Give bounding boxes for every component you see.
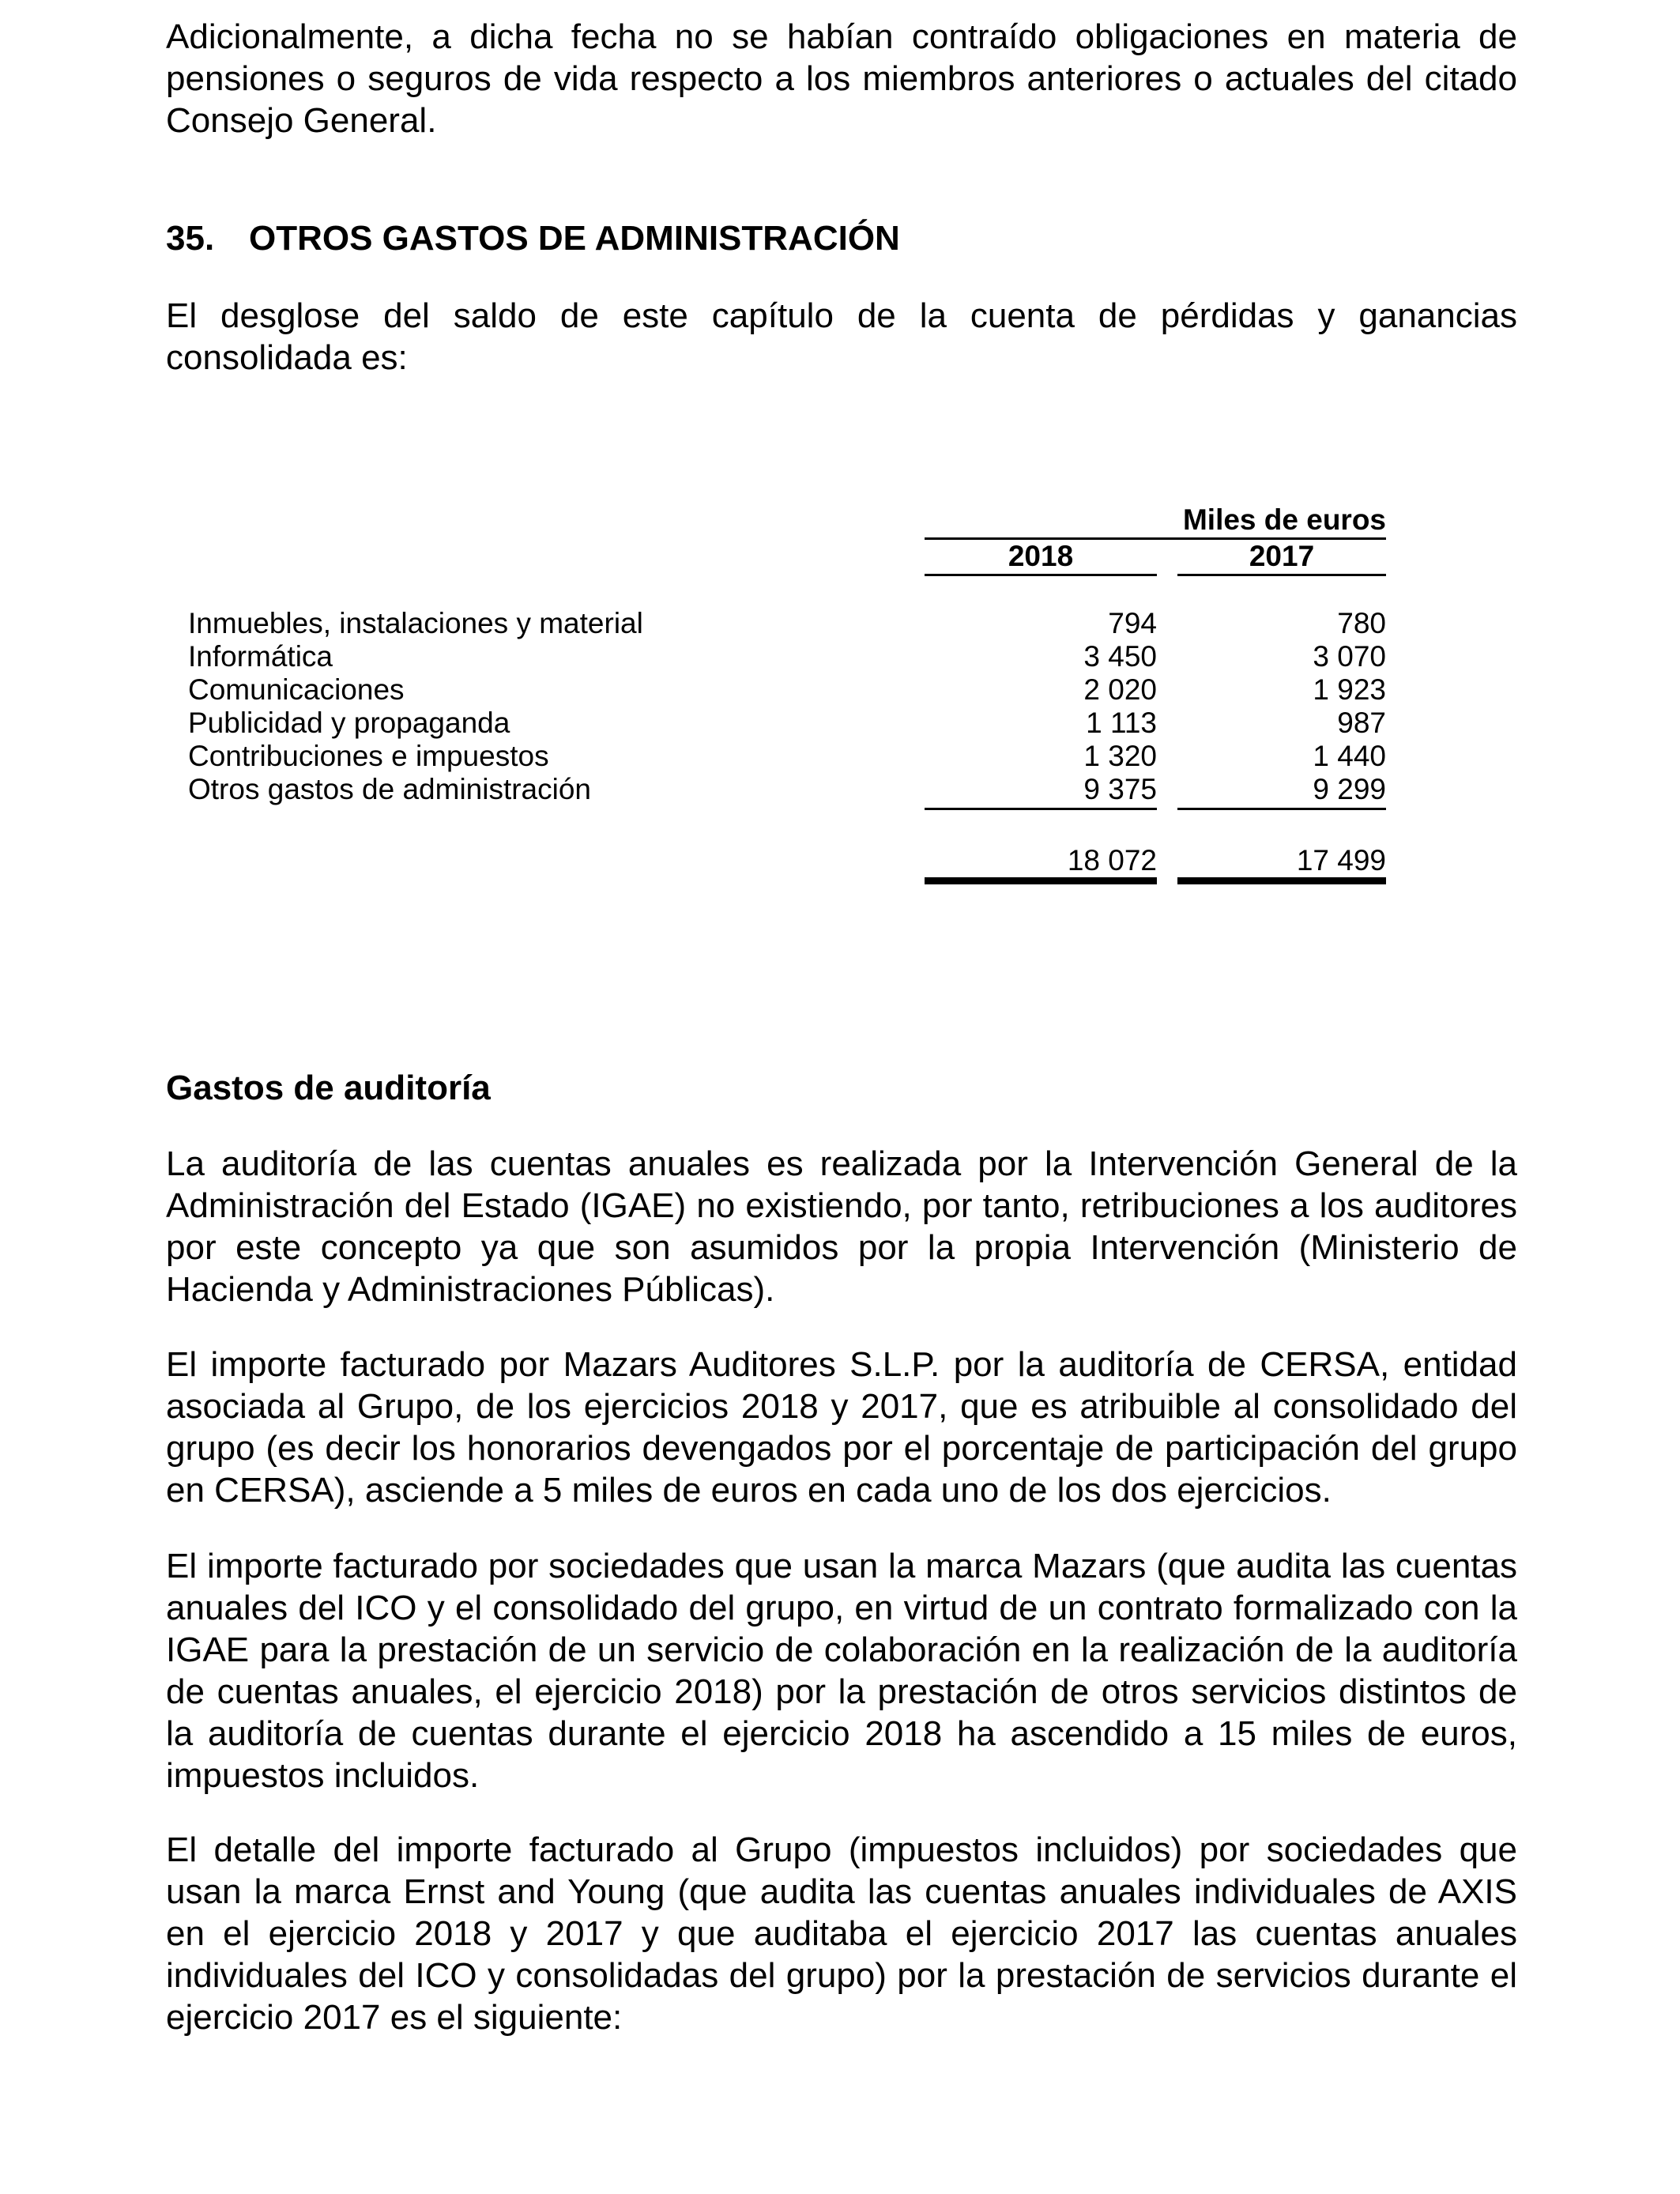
row-label: Otros gastos de administración (188, 773, 592, 805)
intro-paragraph: Adicionalmente, a dicha fecha no se habían contraído obligaciones en materia de pensiones o seguros de vida respecto a los miembros anteriores o actuales del citado Consejo General. (166, 17, 1517, 140)
column-header-2018: 2018 (1008, 540, 1074, 572)
row-label: Inmuebles, instalaciones y material (188, 607, 643, 639)
table-units-header: Miles de euros (1182, 503, 1386, 536)
auditoria-paragraph-2: El importe facturado por Mazars Auditores S.L.P. por la auditoría de CERSA, entidad asociada al Grupo, de los ejercicios 2018 y 2017, que es atribuible al consolidado del grupo (es decir los honorarios devengados por el porcentaje de participación del grupo en CERSA), asciende a 5 miles de euros en cada uno de los dos ejercicios. (166, 1345, 1517, 1510)
auditoria-paragraph-4: El detalle del importe facturado al Grupo (impuestos incluidos) por sociedades que usan la marca Ernst and Young (que audita las cuentas anuales individuales de AXIS en el ejercicio 2018 y 2017 y que auditaba el ejercicio 2017 las cuentas anuales individuales del ICO y consolidadas del grupo) por la prestación de servicios durante el ejercicio 2017 es el siguiente: (166, 1830, 1517, 2037)
cell-2017: 1 923 (1313, 673, 1386, 706)
section-heading (166, 217, 900, 259)
row-label: Publicidad y propaganda (188, 707, 510, 739)
row-label: Contribuciones e impuestos (188, 740, 549, 772)
cell-2018: 794 (1108, 607, 1157, 639)
total-double-rule-2017 (1177, 877, 1386, 884)
cell-2017: 1 440 (1313, 740, 1386, 772)
auditoria-paragraph-3: El importe facturado por sociedades que usan la marca Mazars (que audita las cuentas anuales del ICO y el consolidado del grupo, en virtud de un contrato formalizado con la IGAE para la prestación de un servicio de colaboración en la realización de la auditoría de cuentas anuales, el ejercicio 2018) por la prestación de otros servicios distintos de la auditoría de cuentas durante el ejercicio 2018 ha ascendido a 15 miles de euros, impuestos incluidos. (166, 1547, 1517, 1795)
row-label: Comunicaciones (188, 673, 405, 706)
section-title: OTROS GASTOS DE ADMINISTRACIÓN (249, 219, 900, 258)
subtotal-rule-2018 (925, 808, 1157, 810)
subheading-auditoria: Gastos de auditoría (166, 1069, 491, 1107)
cell-2018: 1 320 (1083, 740, 1157, 772)
cell-2017: 987 (1337, 707, 1386, 739)
desglose-paragraph: El desglose del saldo de este capítulo de la cuenta de pérdidas y ganancias consolidada es: (166, 296, 1517, 377)
total-double-rule-2018 (925, 877, 1157, 884)
cell-2018: 2 020 (1083, 673, 1157, 706)
cell-2017: 3 070 (1313, 640, 1386, 673)
auditoria-paragraph-1: La auditoría de las cuentas anuales es realizada por la Intervención General de la Administración del Estado (IGAE) no existiendo, por tanto, retribuciones a los auditores por este concepto ya que son asumidos por la propia Intervención (Ministerio de Hacienda y Administraciones Públicas). (166, 1144, 1517, 1309)
total-2018: 18 072 (1067, 844, 1157, 876)
section-number: 35. (166, 219, 215, 258)
header-rule-2018 (925, 574, 1157, 576)
column-header-2017: 2017 (1249, 540, 1315, 572)
cell-2017: 9 299 (1313, 773, 1386, 805)
cell-2018: 3 450 (1083, 640, 1157, 673)
row-label: Informática (188, 640, 333, 673)
subtotal-rule-2017 (1177, 808, 1386, 810)
cell-2017: 780 (1337, 607, 1386, 639)
cell-2018: 9 375 (1083, 773, 1157, 805)
cell-2018: 1 113 (1086, 707, 1157, 739)
header-rule-2017 (1177, 574, 1386, 576)
total-2017: 17 499 (1296, 844, 1386, 876)
